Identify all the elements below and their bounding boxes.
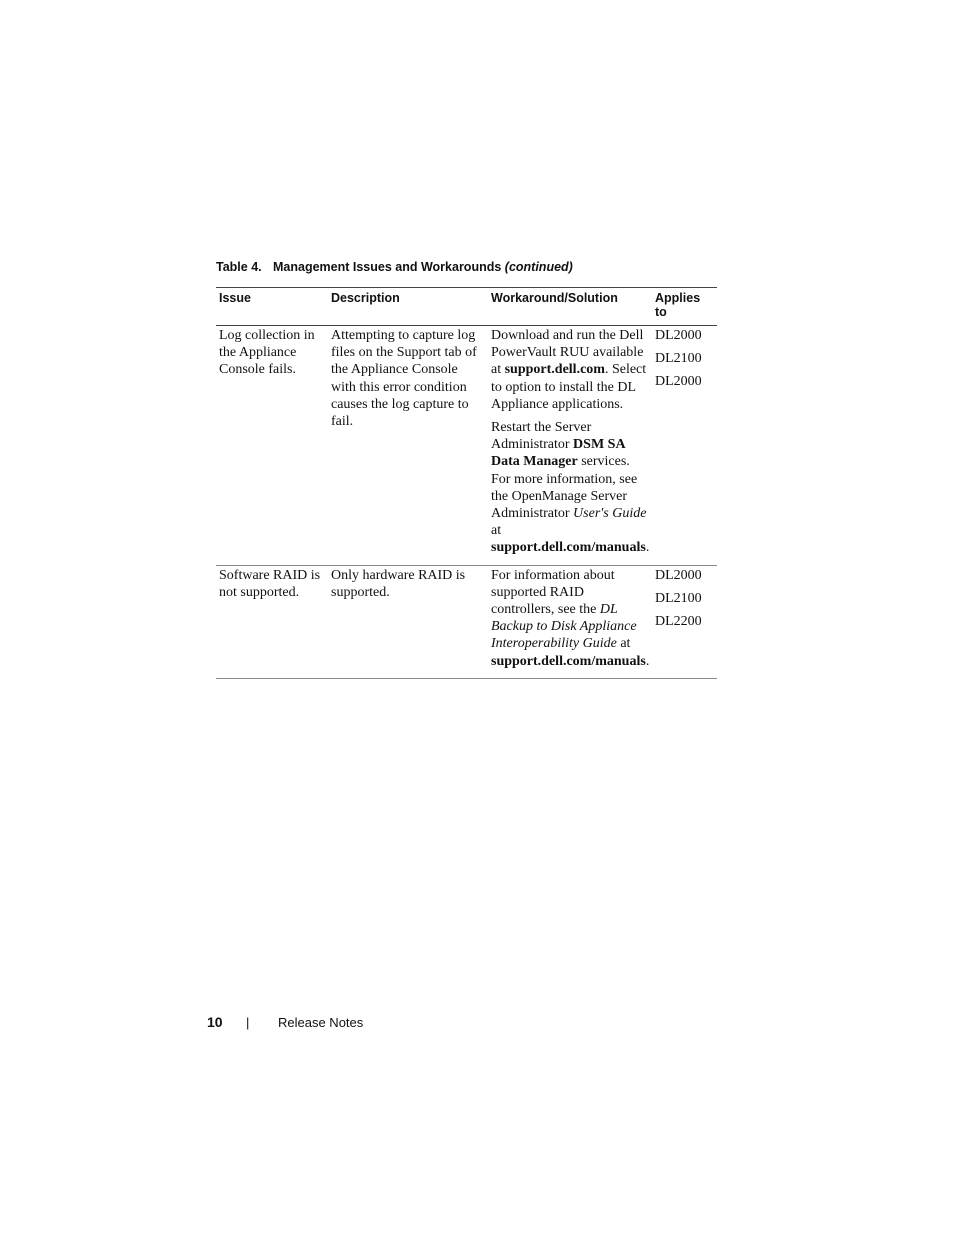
issue-cell: Log collection in the Appliance Console fails.: [216, 326, 328, 566]
workaround-paragraph: [491, 327, 649, 413]
text: .: [645, 540, 650, 556]
issue-cell: Software RAID is not supported.: [216, 565, 328, 678]
page-number: 10: [207, 1014, 223, 1030]
table-row: [216, 565, 717, 678]
table-continued: (continued): [504, 260, 573, 274]
service-name: DSM SA Data Manager: [491, 437, 625, 470]
header-workaround: Workaround/Solution: [488, 288, 652, 326]
applies-cell: [652, 326, 717, 566]
model-label: DL2200: [655, 614, 702, 630]
manuals-link: support.dell.com/manuals: [491, 653, 646, 669]
workaround-cell: [488, 565, 652, 678]
model-label: DL2000: [655, 374, 702, 390]
table-row: [216, 326, 717, 566]
applies-cell: [652, 565, 717, 678]
text: at: [491, 523, 502, 539]
footer-separator: |: [246, 1015, 250, 1030]
header-applies-to: Applies to: [652, 288, 717, 326]
support-link: support.dell.com: [504, 362, 605, 378]
description-cell: Only hardware RAID is supported.: [328, 565, 488, 678]
text: Restart the Server Administrator: [491, 420, 592, 453]
text: For information about supported RAID controllers, see the: [491, 567, 615, 618]
header-description: Description: [328, 288, 488, 326]
text: Download and run the Dell PowerVault RUU available at: [491, 328, 644, 378]
table-title: Management Issues and Workarounds: [273, 260, 502, 274]
model-label: DL2000: [655, 567, 702, 583]
manuals-link: support.dell.com/manuals: [491, 540, 646, 556]
footer-section: Release Notes: [278, 1015, 364, 1030]
table-header-row: [216, 288, 717, 326]
text: at: [616, 636, 631, 652]
description-cell: Attempting to capture log files on the Support tab of the Appliance Console with this error condition causes the log capture to fail.: [328, 326, 488, 566]
text: services. For more information, see the OpenManage Server Administrator: [491, 454, 638, 522]
model-label: DL2100: [655, 590, 702, 606]
guide-title: DL Backup to Disk Appliance Interoperability Guide: [491, 602, 637, 652]
text: .: [645, 653, 650, 669]
model-label: DL2100: [655, 351, 702, 367]
workaround-paragraph: [491, 567, 649, 670]
model-label: DL2000: [655, 328, 702, 343]
table-caption: [216, 260, 573, 274]
table-number: Table 4.: [216, 260, 262, 274]
header-issue: Issue: [216, 288, 328, 326]
guide-title: User's Guide: [573, 506, 647, 522]
workaround-paragraph: [491, 419, 649, 557]
workaround-cell: [488, 326, 652, 566]
text: . Select to option to install the DL Appliance applications.: [491, 362, 647, 412]
issues-table: [216, 287, 717, 679]
